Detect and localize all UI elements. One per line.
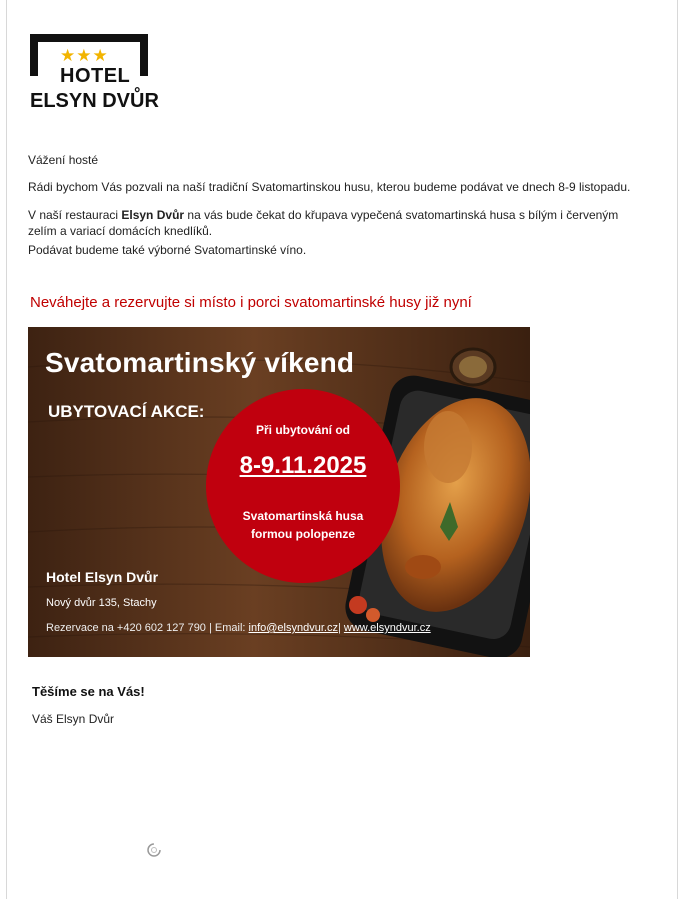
closing-line: Těšíme se na Vás!	[32, 684, 145, 699]
hotel-logo	[30, 34, 159, 114]
offer-description-line2: formou polopenze	[251, 527, 355, 541]
restaurant-name: Elsyn Dvůr	[121, 208, 185, 222]
banner-contact	[46, 622, 431, 634]
email-link[interactable]: info@elsyndvur.cz	[248, 622, 338, 634]
website-link[interactable]: www.elsyndvur.cz	[343, 622, 431, 634]
paragraph-restaurant-end: na vás bude čekat do křupava vypečená svatomartinská husa s bílým i červeným zelím a variací domácích knedlíků.	[28, 208, 619, 238]
logo-name-text: ELSYN DVŮR	[30, 90, 159, 112]
offer-intro: Při ubytování od	[255, 423, 350, 437]
banner-subtitle: UBYTOVACÍ AKCE:	[48, 402, 205, 421]
logo-hotel-text: HOTEL	[60, 65, 131, 87]
contact-separator: |	[337, 622, 344, 634]
offer-description-line1: Svatomartinská husa	[242, 509, 364, 523]
star-icons: ★★★	[60, 46, 109, 65]
reservation-text: Rezervace na +420 602 127 790 | Email:	[46, 622, 249, 634]
banner-address: Nový dvůr 135, Stachy	[46, 597, 157, 609]
offer-date: 8-9.11.2025	[239, 452, 367, 479]
greeting: Vážení hosté	[28, 153, 99, 167]
paragraph-restaurant	[28, 207, 648, 239]
paragraph-wine: Podávat budeme také výborné Svatomartinské víno.	[28, 243, 307, 257]
offer-badge	[206, 389, 400, 583]
paragraph-invitation: Rádi bychom Vás pozvali na naší tradiční Svatomartinskou husu, kterou budeme podávat ve dnech 8-9 listopadu.	[28, 180, 631, 194]
email-body	[6, 0, 678, 899]
offer-description	[206, 507, 400, 543]
banner-title: Svatomartinský víkend	[45, 347, 355, 378]
promo-banner	[28, 327, 530, 657]
banner-hotel-name: Hotel Elsyn Dvůr	[46, 569, 159, 585]
call-to-action: Neváhejte a rezervujte si místo i porci svatomartinské husy již nyní	[30, 294, 472, 311]
signature: Váš Elsyn Dvůr	[32, 712, 115, 726]
paragraph-restaurant-start: V naší restauraci	[28, 208, 122, 222]
loading-spinner-icon	[146, 842, 162, 858]
